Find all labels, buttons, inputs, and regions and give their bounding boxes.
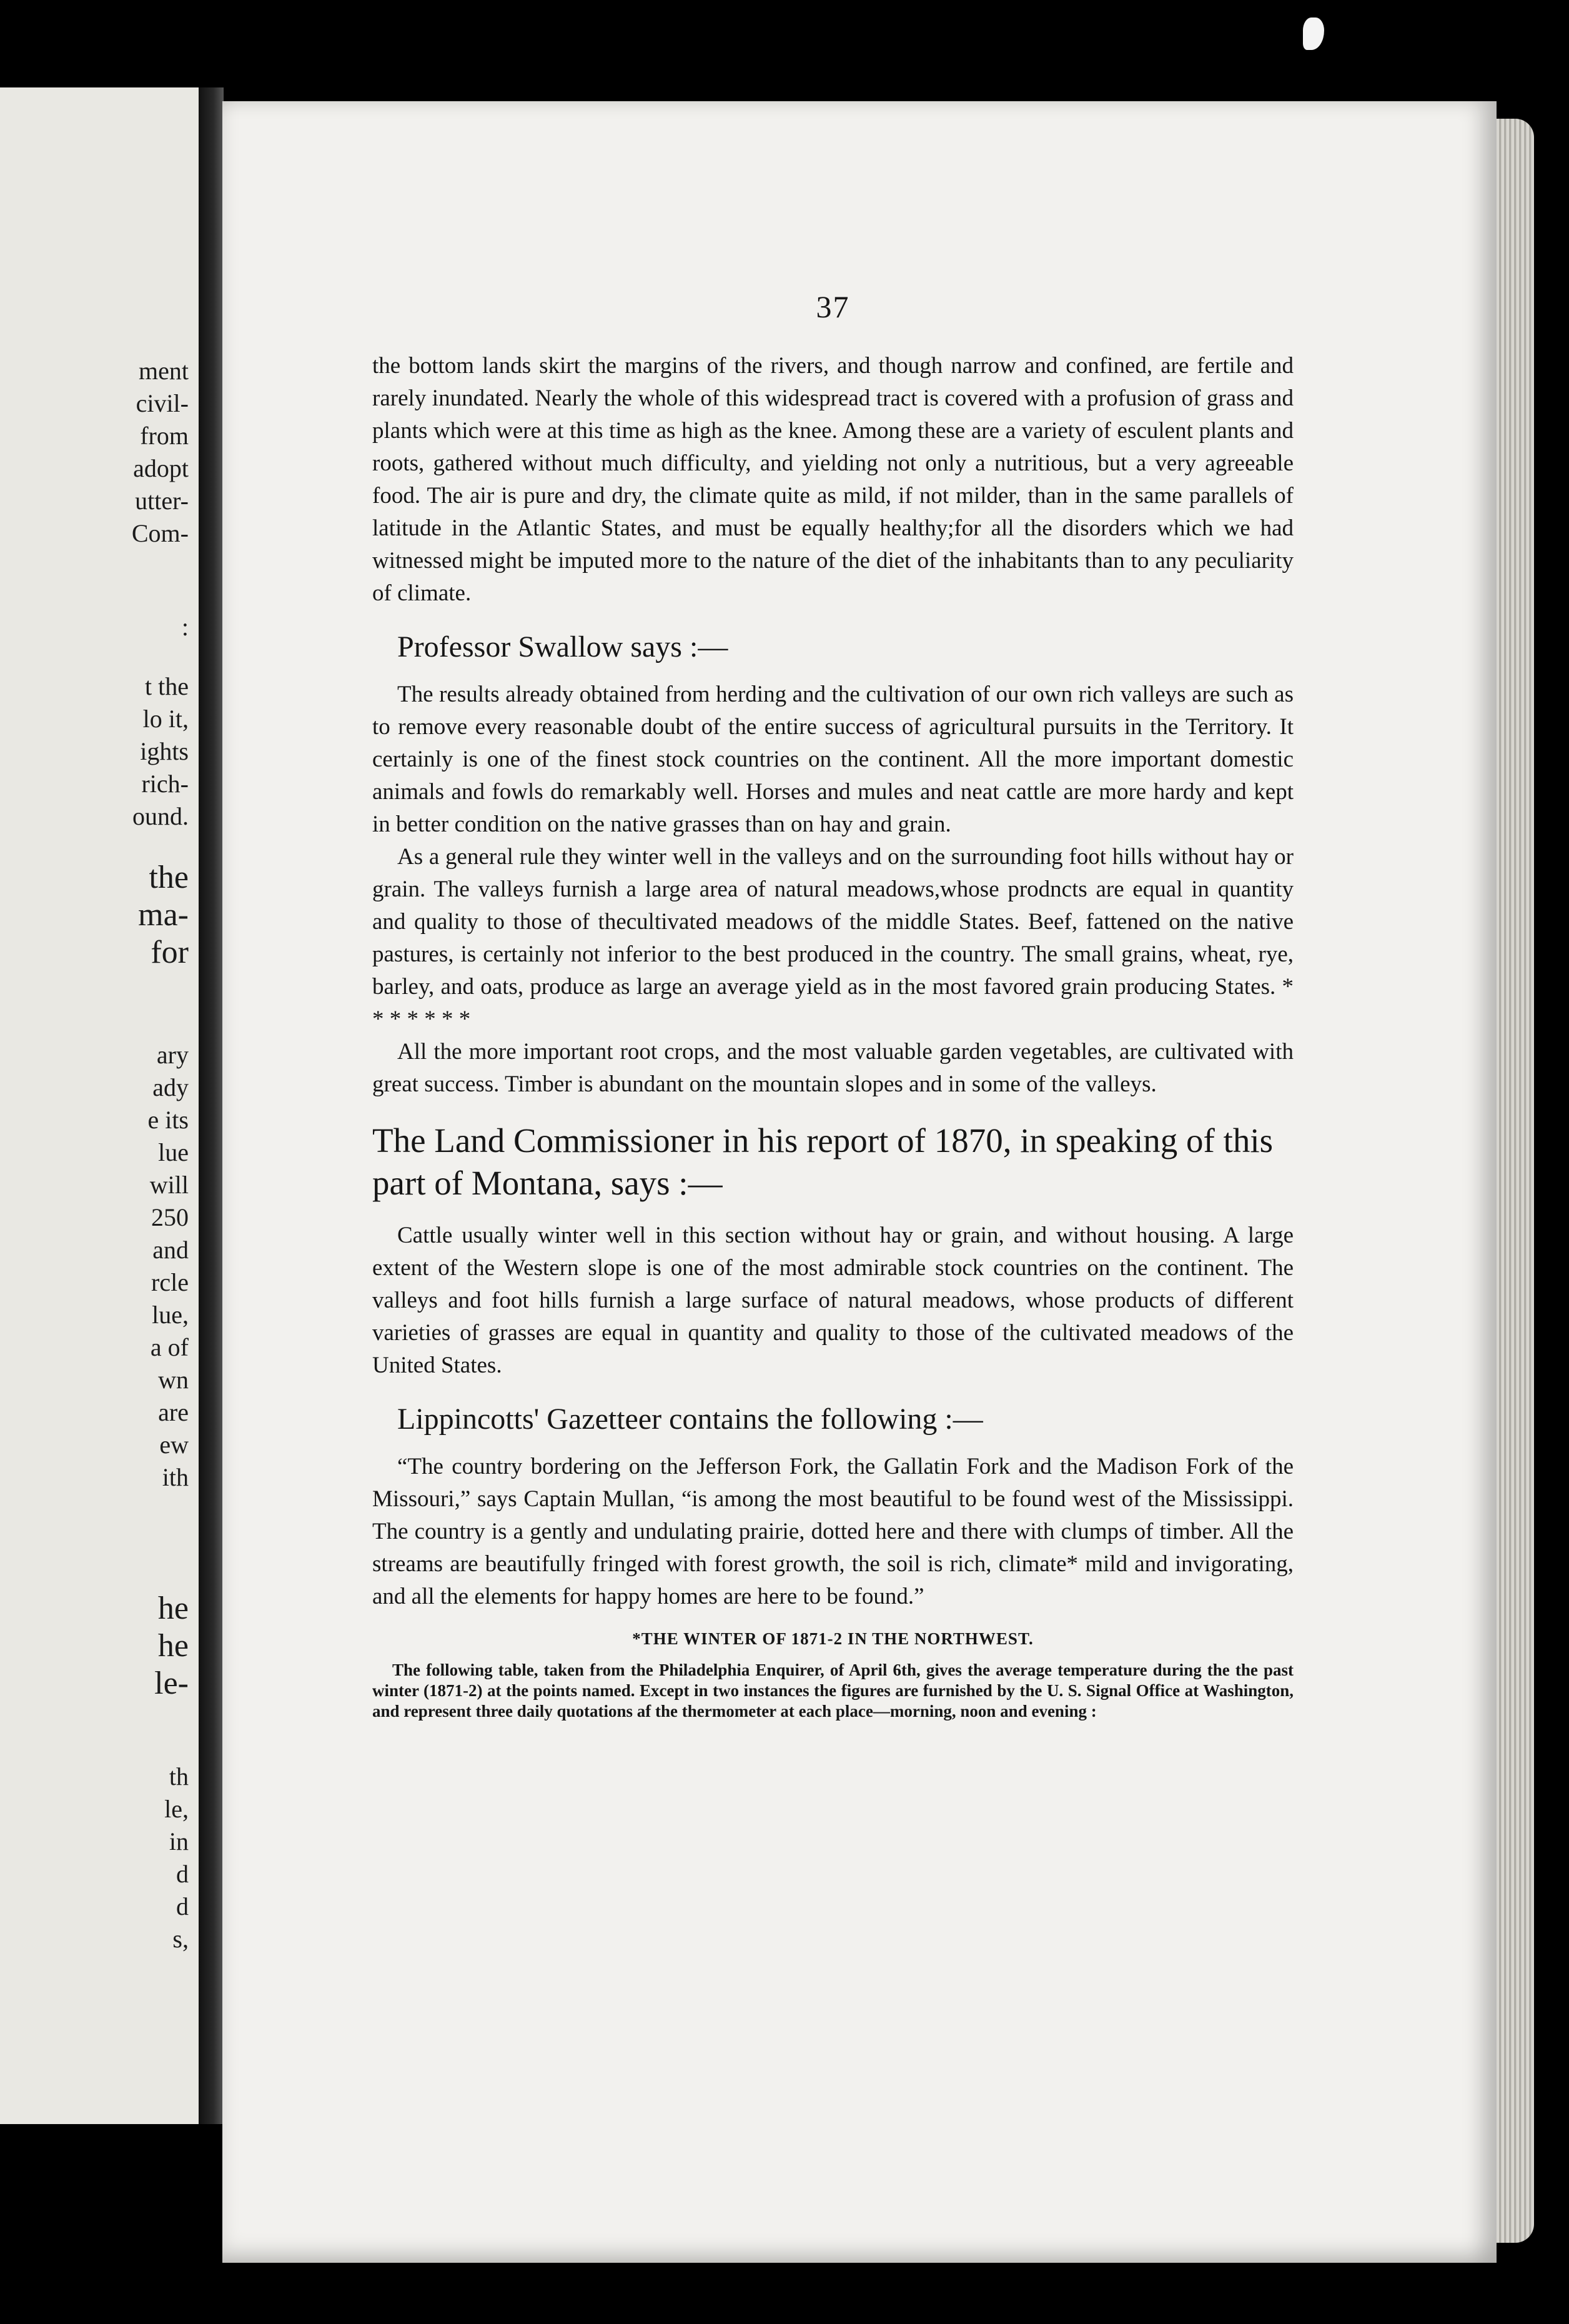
left-fragment: ew [159,1431,189,1459]
left-fragment: wn [158,1366,189,1394]
left-fragment: ment [139,357,189,385]
left-fragment: d [176,1860,189,1888]
left-fragment: le- [154,1666,189,1701]
facing-page-fragment [0,87,199,2124]
left-fragment: ound. [132,802,189,830]
paragraph: As a general rule they winter well in the valleys and on the surrounding foot hills without hay or grain. The valleys furnish a large area of natural meadows,whose prodncts are equal in quantity and quality to those of thecultivated meadows of the middle States. Beef, fattened on the native pastures, is certainly not inferior to the best produced in the country. The small grains, wheat, rye, barley, and oats, produce as large an average yield as in the most favored grain producing States. * * * * * * * [372,844,1294,1032]
left-fragment: adopt [133,454,189,482]
left-fragment: the [149,860,189,895]
page-number: 37 [816,289,850,324]
left-fragment: and [152,1236,189,1264]
left-fragment: rcle [151,1268,189,1296]
left-fragment: for [151,935,189,970]
section-heading: Lippincotts' Gazetteer contains the following :— [397,1403,983,1436]
footnote-text: The following table, taken from the Philadelphia Enquirer, of April 6th, gives the average temperature during the the past winter (1871-2) at the points named. Except in two instances the figures are furnished by the U. S. Signal Office at Washington, and represent three daily quotations af the thermometer at each place—morning, noon and evening : [372,1661,1294,1721]
left-fragment: Com- [131,519,189,547]
left-fragment: e its [147,1106,189,1134]
scan-artifact [1303,17,1324,50]
left-fragment: : [181,613,189,641]
paragraph: the bottom lands skirt the margins of the rivers, and though narrow and confined, are fertile and rarely inundated. Nearly the whole of this widespread tract is covered with a profusion of grass and plants which were at this time as high as the knee. Among these are a variety of esculent plants and roots, gathered without much difficulty, and yielding not only a nutritious, but a very agreeable food. The air is pure and dry, the climate quite as mild, if not milder, than in the same parallels of latitude in the Atlantic States, and must be equally healthy;for all the disorders which we had witnessed might be imputed more to the nature of the diet of the inhabitants than to any peculiarity of climate. [372,353,1294,606]
left-fragment: ary [156,1041,189,1069]
left-fragment: utter- [135,487,189,515]
left-fragment: ady [152,1073,189,1101]
left-fragment: th [169,1762,189,1790]
left-fragment: will [149,1171,189,1199]
left-fragment: he [157,1591,189,1626]
left-fragment: in [169,1827,189,1855]
left-fragment: a of [150,1333,189,1361]
left-fragment: s, [172,1925,189,1953]
paragraph: The results already obtained from herding and the cultivation of our own rich valleys are such as to remove every reasonable doubt of the entire success of agricultural pursuits in the Territory. It certainly is one of the finest stock countries on the continent. All the more important domestic animals and fowls do remarkably well. Horses and mules and neat cattle are more hardy and kept in better condition on the native grasses than on hay and grain. [372,682,1294,837]
left-fragment: lue, [152,1301,189,1329]
section-heading: Professor Swallow says :— [397,630,728,663]
page-content [372,289,1294,1722]
book-gutter [199,87,224,2124]
left-fragment: 250 [151,1203,189,1231]
paragraph: “The country bordering on the Jefferson Fork, the Gallatin Fork and the Madison Fork of the Missouri,” says Captain Mullan, “is among the most beautiful to be found west of the Mississippi. The country is a gently and undulating prairie, dotted here and there with clumps of timber. All the streams are beautifully fringed with forest growth, the soil is rich, climate* mild and invigorating, and all the elements for happy homes are here to be found.” [372,1454,1294,1609]
paragraph: Cattle usually winter well in this section without hay or grain, and without housing. A large extent of the Western slope is one of the most admirable stock countries on the continent. The valleys and foot hills furnish a large surface of natural meadows, whose products of different varieties of grasses are equal in quantity and quality to those of the cultivated meadows of the United States. [372,1223,1294,1378]
paragraph: All the more important root crops, and the most valuable garden vegetables, are cultivated with great success. Timber is abundant on the mountain slopes and in some of the valleys. [372,1039,1294,1097]
book-page [222,101,1497,2263]
left-fragment: ights [140,737,189,765]
left-fragment: lue [158,1138,189,1166]
page-edges [1497,119,1534,2243]
footnote-title: *THE WINTER OF 1871-2 IN THE NORTHWEST. [632,1629,1034,1648]
left-fragment: civil- [136,389,189,417]
left-fragment: le, [164,1795,189,1823]
left-fragment: t the [145,672,189,700]
left-fragment: lo it, [142,705,189,733]
section-heading: The Land Commissioner in his report of 1870, in speaking of this part of Montana, says :— [372,1121,1274,1202]
left-fragment: are [158,1398,189,1426]
left-fragment: d [176,1892,189,1920]
left-fragment: he [157,1628,189,1664]
left-fragment: rich- [141,770,189,798]
left-fragment: from [140,422,189,450]
left-fragment: ith [162,1463,189,1491]
left-fragment: ma- [138,897,189,933]
